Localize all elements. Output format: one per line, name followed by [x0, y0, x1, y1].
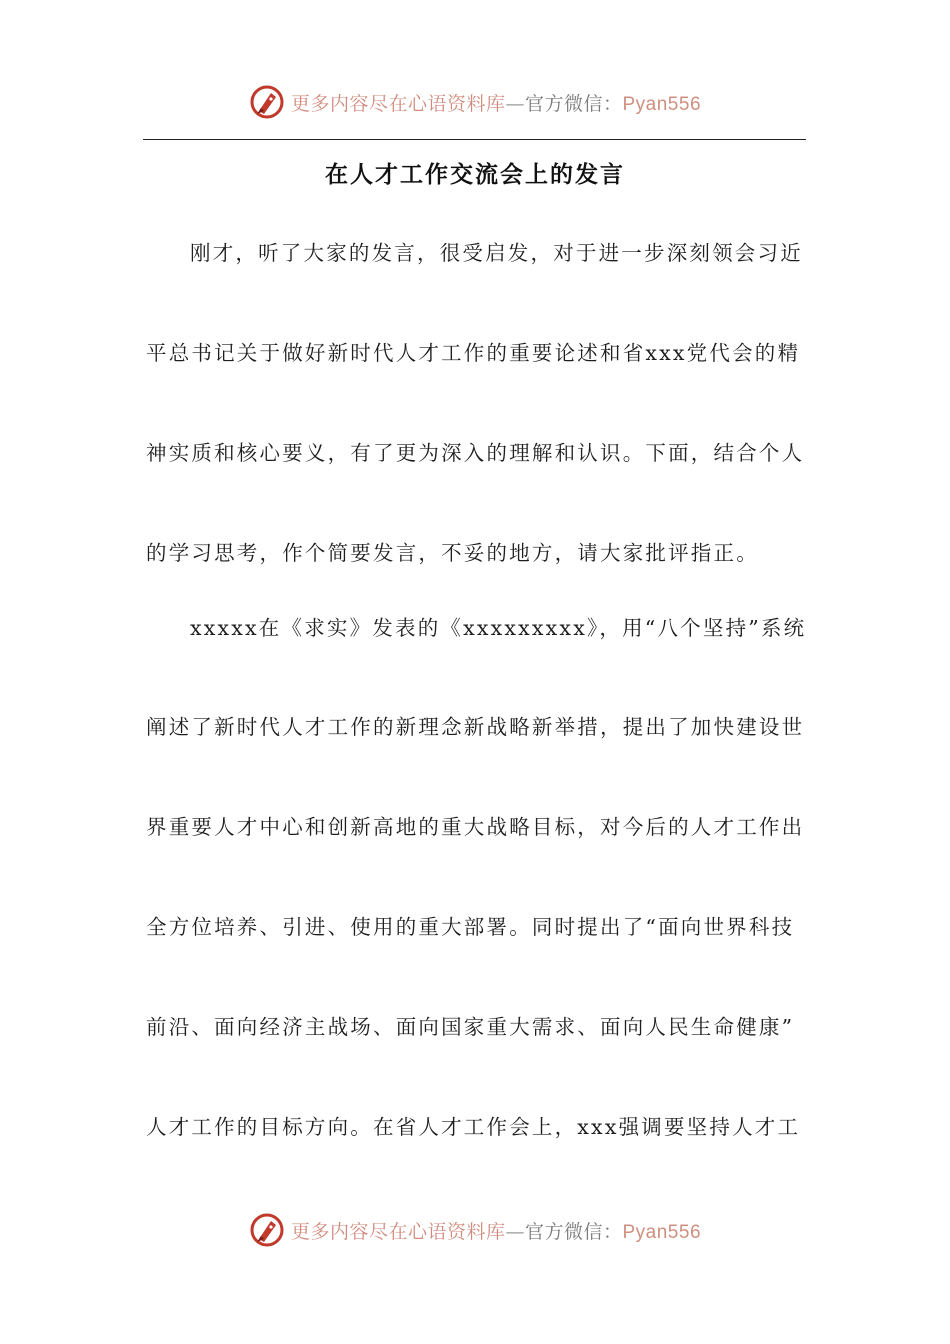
paragraph-2-line-3: 界重要人才中心和创新高地的重大战略目标，对今后的人才工作出	[146, 815, 805, 839]
banner-account: Pyan556	[622, 93, 702, 115]
banner-text	[291, 1217, 701, 1244]
paragraph-1-line-4: 的学习思考，作个简要发言，不妥的地方，请大家批评指正。	[146, 541, 759, 565]
banner-text	[291, 89, 701, 116]
paragraph-1-line-2: 平总书记关于做好新时代人才工作的重要论述和省xxx党代会的精	[146, 341, 801, 365]
banner-separator: —	[505, 92, 525, 115]
paragraph-2-line-6: 人才工作的目标方向。在省人才工作会上，xxx强调要坚持人才工	[146, 1115, 801, 1139]
banner-label: 官方微信：	[524, 1220, 623, 1243]
pen-nib-logo-icon	[249, 84, 285, 120]
header-divider	[143, 139, 806, 140]
paragraph-1-line-1: 刚才，听了大家的发言，很受启发，对于进一步深刻领会习近	[190, 241, 803, 265]
banner-slogan: 更多内容尽在心语资料库	[290, 1220, 506, 1243]
pen-nib-logo-icon	[249, 1212, 285, 1248]
paragraph-2-line-1: xxxxx在《求实》发表的《xxxxxxxxx》，用“八个坚持”系统	[190, 616, 807, 640]
paragraph-2-line-4: 全方位培养、引进、使用的重大部署。同时提出了“面向世界科技	[146, 915, 795, 939]
banner-slogan: 更多内容尽在心语资料库	[290, 92, 506, 115]
header-banner	[0, 80, 950, 124]
banner-label: 官方微信：	[524, 92, 623, 115]
document-title: 在人才工作交流会上的发言	[325, 161, 625, 188]
footer-banner	[0, 1208, 950, 1252]
banner-separator: —	[505, 1220, 525, 1243]
paragraph-2-line-5: 前沿、面向经济主战场、面向国家重大需求、面向人民生命健康”	[146, 1015, 795, 1039]
paragraph-1-line-3: 神实质和核心要义，有了更为深入的理解和认识。下面，结合个人	[146, 441, 805, 465]
paragraph-2-line-2: 阐述了新时代人才工作的新理念新战略新举措，提出了加快建设世	[146, 715, 805, 739]
banner-account: Pyan556	[622, 1221, 702, 1243]
